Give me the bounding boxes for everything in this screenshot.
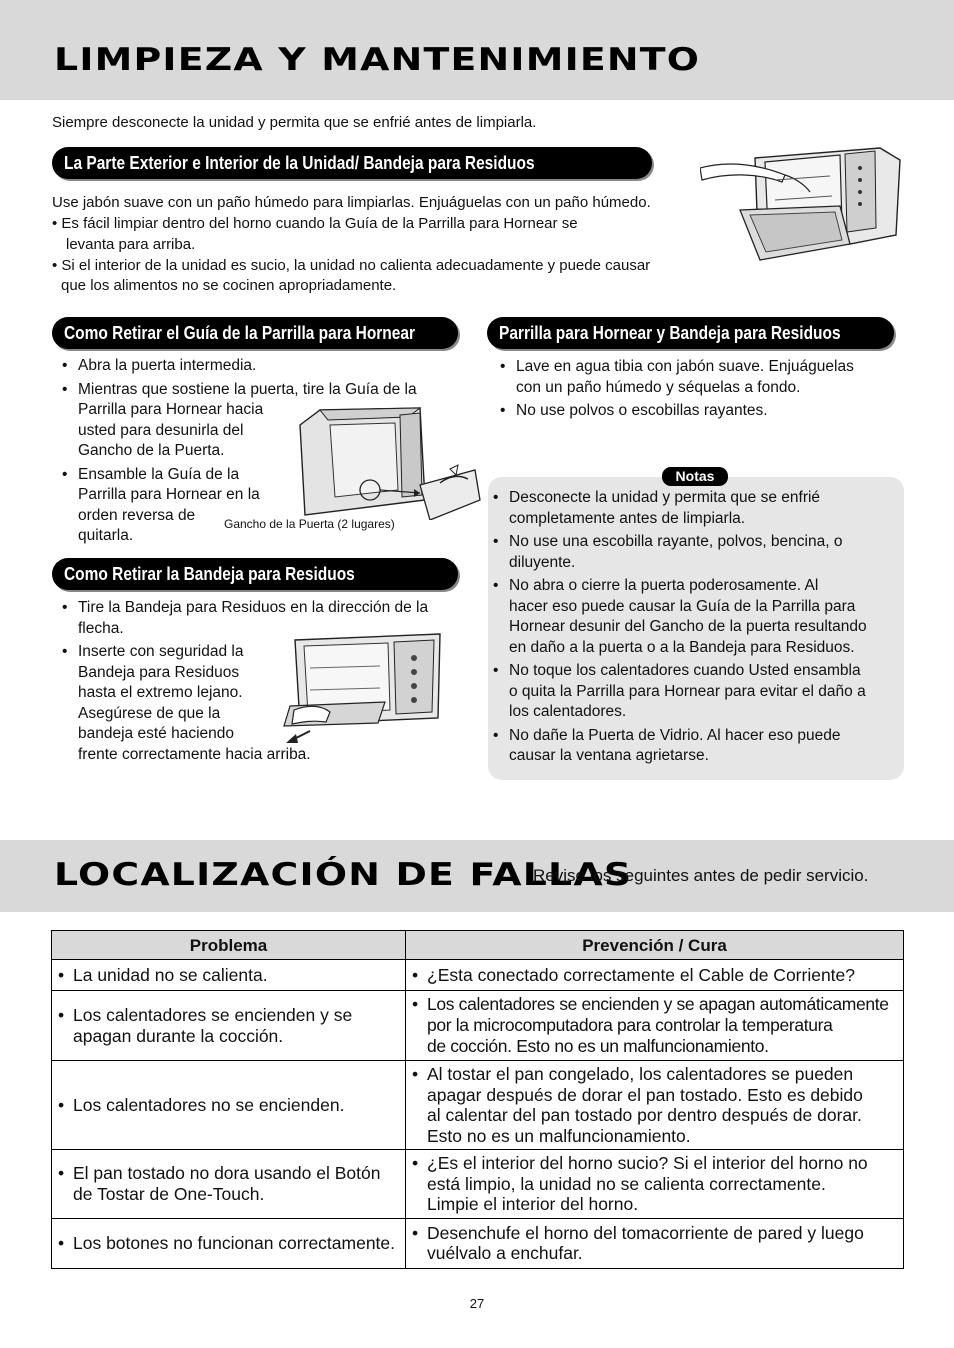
- section-title-cleaning: LIMPIEZA Y MANTENIMIENTO: [54, 42, 701, 78]
- notes-label: Notas: [662, 467, 728, 486]
- cure-cell: • Al tostar el pan congelado, los calentadores se pueden apagar después de dorar el pan tostado. Esto es debido al calentar del pan tostado por dentro después de dorar. Esto no es un malfuncionamiento.: [406, 1061, 904, 1150]
- guide-item-2-text: Mientras que sostiene la puerta, tire la Guía de la Parrilla para Hornear hacia usted para desunirla del Gancho de la Puerta.: [78, 380, 417, 459]
- notes-item-1: [489, 488, 904, 529]
- notes-item-2: [489, 532, 904, 573]
- rack-item-2: [496, 401, 906, 422]
- oven-door-hook-illustration: [290, 405, 485, 520]
- problem-cell: • El pan tostado no dora usando el Botón de Tostar de One-Touch.: [52, 1150, 406, 1219]
- problem-text: La unidad no se calienta.: [73, 964, 268, 985]
- exterior-bullet1-a-text: Es fácil limpiar dentro del horno cuando la Guía de la Parrilla para Hornear se: [61, 215, 578, 232]
- notes-list: [489, 488, 904, 770]
- exterior-bullet1-b: levanta para arriba.: [66, 236, 196, 253]
- heading-remove-tray: [52, 558, 458, 590]
- problem-text: El pan tostado no dora usando el Botón de Tostar de One-Touch.: [73, 1162, 381, 1204]
- guide-item-1-text: Abra la puerta intermedia.: [78, 357, 257, 374]
- notes-item-4-text: No toque los calentadores cuando Usted ensambla o quita la Parrilla para Hornear para evitar el daño a los calentadores.: [509, 662, 866, 720]
- rack-item-2-text: No use polvos o escobillas rayantes.: [516, 402, 768, 419]
- exterior-line1: Use jabón suave con un paño húmedo para limpiarlas. Enjuáguelas con un paño húmedo.: [52, 194, 651, 211]
- problem-text: Los calentadores no se encienden.: [73, 1094, 345, 1115]
- problem-text: Los calentadores se encienden y se apagan durante la cocción.: [73, 1004, 353, 1046]
- table-row: [52, 1150, 904, 1219]
- heading-remove-guide: [52, 317, 458, 349]
- heading-rack-tray: [487, 317, 894, 349]
- notes-item-4: [489, 661, 904, 723]
- troubleshooting-table: [51, 930, 904, 1269]
- page-number: 27: [469, 1296, 485, 1311]
- problem-cell: • Los botones no funcionan correctamente.: [52, 1218, 406, 1268]
- door-hook-caption: Gancho de la Puerta (2 lugares): [224, 517, 395, 531]
- section-title-faults: LOCALIZACIÓN DE FALLAS: [54, 857, 633, 893]
- guide-item-1: [58, 356, 458, 377]
- oven-open-door-illustration: [700, 140, 910, 270]
- tray-item-2-text: Inserte con seguridad la Bandeja para Residuos hasta el extremo lejano. Asegúrese de que la bandeja esté haciendo frente correctamente hacia arriba.: [78, 643, 311, 763]
- rack-item-1-text: Lave en agua tibia con jabón suave. Enjuáguelas con un paño húmedo y séquelas a fondo.: [516, 358, 854, 396]
- exterior-bullet1-a: • Es fácil limpiar dentro del horno cuando la Guía de la Parrilla para Hornear se: [52, 215, 578, 232]
- heading-remove-guide-label: Como Retirar el Guía de la Parrilla para Hornear: [64, 323, 416, 343]
- cure-cell: • Los calentadores se encienden y se apagan automáticamente por la microcomputadora para controlar la temperatura de cocción. Esto no es un malfuncionamiento.: [406, 991, 904, 1061]
- cure-cell: • ¿Es el interior del horno sucio? Si el interior del horno no está limpio, la unidad no se calienta correctamente. Limpie el interior del horno.: [406, 1150, 904, 1219]
- notes-item-5: [489, 726, 904, 767]
- problem-cell: • Los calentadores no se encienden.: [52, 1061, 406, 1150]
- faults-subtitle: Revise los seguintes antes de pedir servicio.: [533, 866, 869, 885]
- col-header-problem: Problema: [52, 931, 406, 960]
- heading-exterior-label: La Parte Exterior e Interior de la Unidad/ Bandeja para Residuos: [64, 153, 535, 173]
- table-row: [52, 960, 904, 991]
- cure-text: ¿Esta conectado correctamente el Cable de Corriente?: [427, 964, 856, 985]
- exterior-bullet2-a: • Si el interior de la unidad es sucio, la unidad no calienta adecuadamente y puede causar: [52, 257, 651, 274]
- notes-item-1-text: Desconecte la unidad y permita que se enfrié completamente antes de limpiarla.: [509, 489, 821, 527]
- cure-text: Al tostar el pan congelado, los calentadores se pueden apagar después de dorar el pan tostado. Esto es debido al calentar del pan tostado por dentro después de dorar. Esto no es un malfuncionamiento.: [427, 1064, 863, 1146]
- oven-tray-illustration: [280, 628, 445, 746]
- notes-item-2-text: No use una escobilla rayante, polvos, bencina, o diluyente.: [509, 533, 843, 571]
- notes-item-5-text: No dañe la Puerta de Vidrio. Al hacer eso puede causar la ventana agrietarse.: [509, 726, 841, 764]
- exterior-bullet2-b: que los alimentos no se cocinen apropriadamente.: [61, 277, 397, 294]
- table-row: [52, 1061, 904, 1150]
- problem-cell: • Los calentadores se encienden y se apagan durante la cocción.: [52, 991, 406, 1061]
- notes-item-3: [489, 576, 904, 658]
- problem-text: Los botones no funcionan correctamente.: [73, 1232, 396, 1253]
- table-row: [52, 991, 904, 1061]
- heading-remove-tray-label: Como Retirar la Bandeja para Residuos: [64, 564, 355, 584]
- heading-rack-tray-label: Parrilla para Hornear y Bandeja para Residuos: [499, 323, 841, 343]
- table-header-row: [52, 931, 904, 960]
- rack-item-1: [496, 357, 906, 398]
- rack-list: [496, 357, 906, 425]
- col-header-cure: Prevención / Cura: [406, 931, 904, 960]
- cure-cell: • ¿Esta conectado correctamente el Cable de Corriente?: [406, 960, 904, 991]
- problem-cell: • La unidad no se calienta.: [52, 960, 406, 991]
- tray-item-1-text: Tire la Bandeja para Residuos en la dirección de la flecha.: [78, 599, 429, 637]
- cure-text: Desenchufe el horno del tomacorriente de pared y luego vuélvalo a enchufar.: [427, 1222, 864, 1263]
- cure-cell: • Desenchufe el horno del tomacorriente de pared y luego vuélvalo a enchufar.: [406, 1218, 904, 1268]
- intro-text: Siempre desconecte la unidad y permita que se enfrié antes de limpiarla.: [52, 114, 537, 131]
- cure-text: Los calentadores se encienden y se apagan automáticamente por la microcomputadora para controlar la temperatura de cocción. Esto no es un malfuncionamiento.: [427, 994, 889, 1056]
- table-row: [52, 1218, 904, 1268]
- cure-text: ¿Es el interior del horno sucio? Si el interior del horno no está limpio, la unidad no se calienta correctamente. Limpie el interior del horno.: [427, 1153, 868, 1214]
- exterior-bullet2-a-text: Si el interior de la unidad es sucio, la unidad no calienta adecuadamente y puede causar: [61, 257, 651, 274]
- guide-item-3-text: Ensamble la Guía de la Parrilla para Hornear en la orden reversa de quitarla.: [78, 465, 260, 544]
- heading-exterior: [52, 147, 652, 179]
- notes-item-3-text: No abra o cierre la puerta poderosamente. Al hacer eso puede causar la Guía de la Parrilla para Hornear desunir del Gancho de la puerta resultando en daño a la puerta o a la Bandeja para Residuos.: [509, 577, 867, 656]
